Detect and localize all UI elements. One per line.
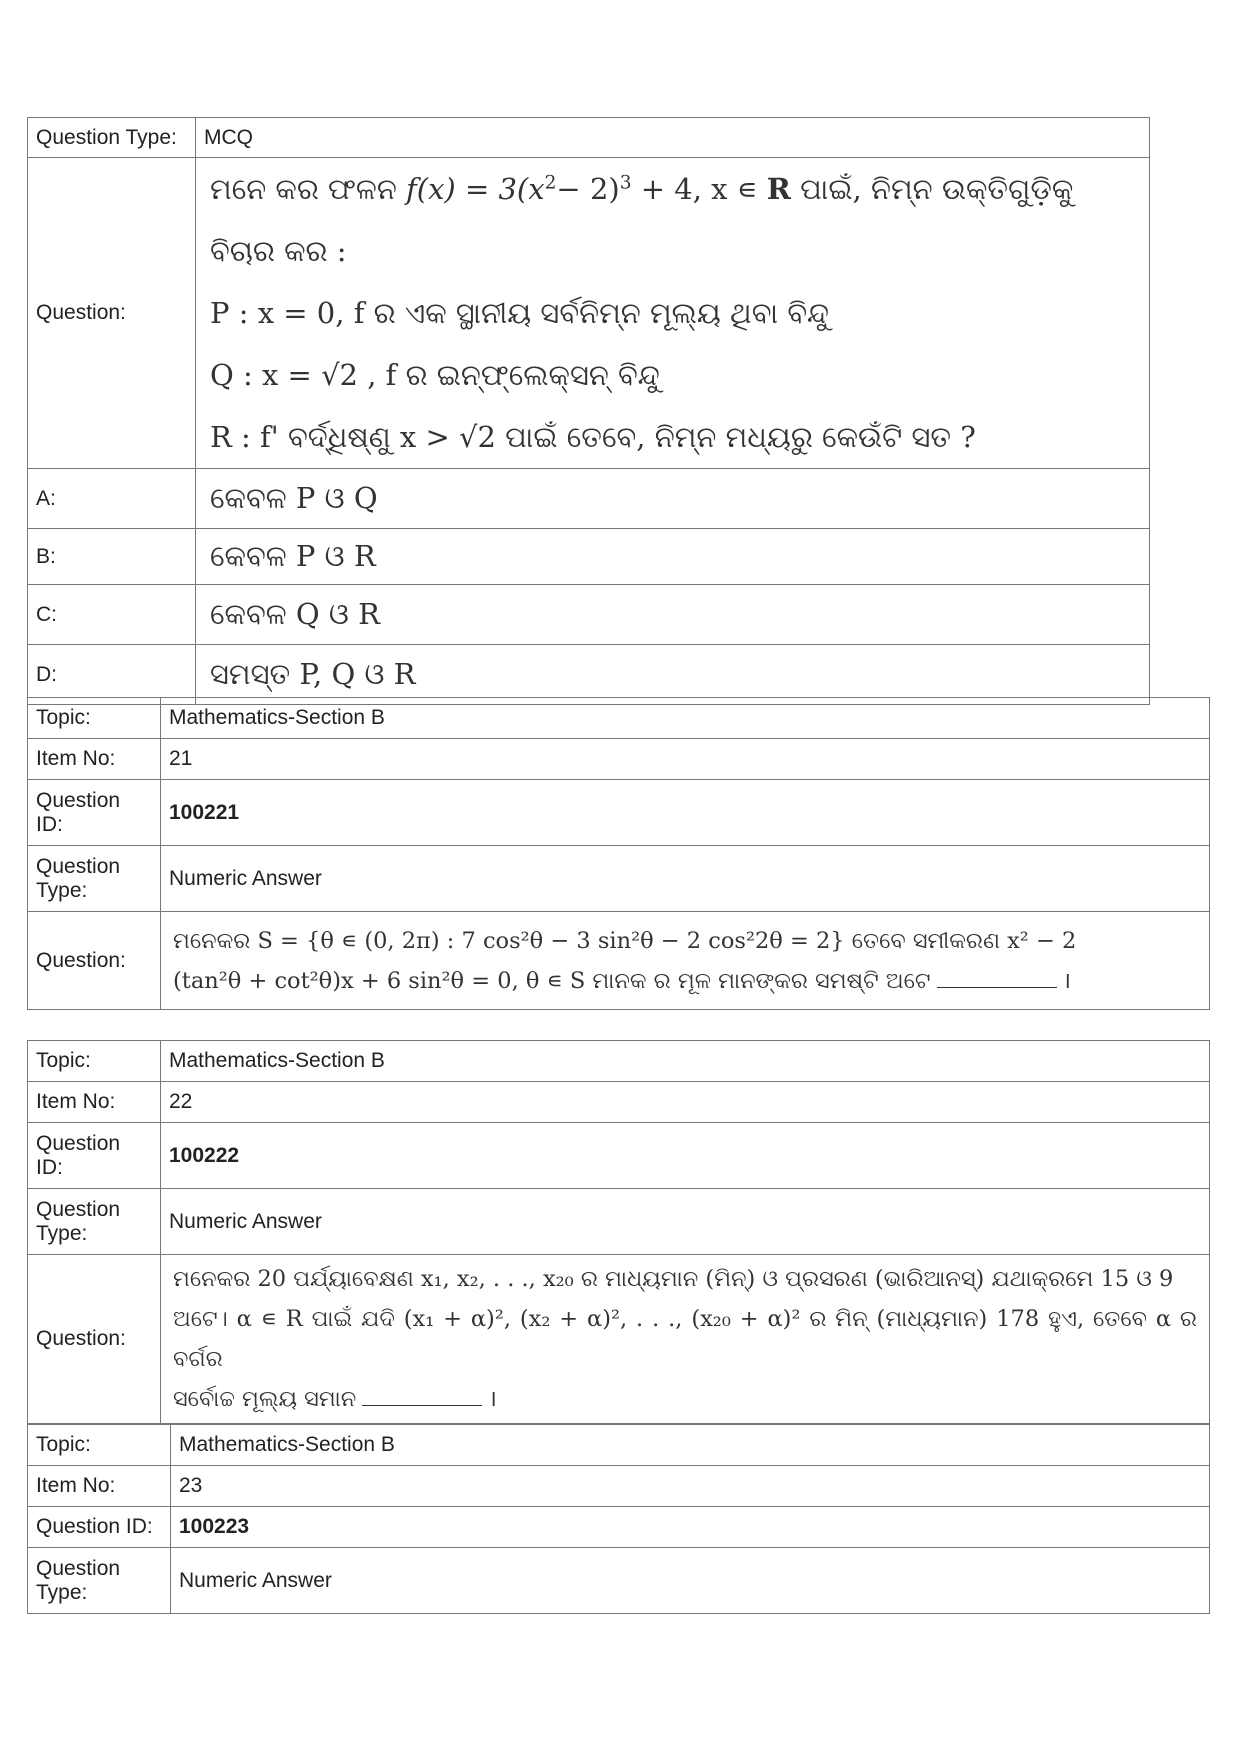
item-no-label: Item No: (28, 1466, 171, 1507)
topic-label: Topic: (28, 1425, 171, 1466)
question-type-value: MCQ (196, 118, 1150, 158)
question-21-table (27, 697, 1210, 1010)
topic-value: Mathematics-Section B (161, 1041, 1210, 1082)
option-c-label: C: (28, 585, 196, 645)
question-23-table (27, 1424, 1210, 1614)
question-type-value: Numeric Answer (161, 1189, 1210, 1255)
item-no-label: Item No: (28, 739, 161, 780)
answer-blank (937, 986, 1057, 988)
option-c-text: କେବଳ Q ଓ R (196, 585, 1150, 645)
topic-label: Topic: (28, 1041, 161, 1082)
question-type-label: Question Type: (28, 118, 196, 158)
question-id-value: 100221 (161, 780, 1210, 846)
question-id-label: Question ID: (28, 780, 161, 846)
statement-q: Q : x = √2 , f ର ଇନ୍‌ଫ୍ଲେକ୍ସନ୍ ବିନ୍ଦୁ (210, 358, 660, 392)
question-type-label: Question Type: (28, 1548, 171, 1614)
question-label: Question: (28, 912, 161, 1010)
option-d-text: ସମସ୍ତ P, Q ଓ R (196, 645, 1150, 705)
topic-label: Topic: (28, 698, 161, 739)
question-type-value: Numeric Answer (171, 1548, 1210, 1614)
question-line-3: ସର୍ବୋଚ୍ଚ ମୂଲ୍ୟ ସମାନ । (173, 1386, 497, 1412)
item-no-value: 23 (171, 1466, 1210, 1507)
option-a-label: A: (28, 469, 196, 529)
item-no-label: Item No: (28, 1082, 161, 1123)
question-line-2: ଅଟେ। α ∊ R ପାଇଁ ଯଦି (x₁ + α)², (x₂ + α)², . . ., (x₂₀ + α)² ର ମିନ୍ (ମାଧ୍ୟମାନ) 178 ହୁଏ, ତେବେ α ର ବର୍ଗର (173, 1306, 1197, 1372)
question-body (161, 1255, 1210, 1424)
topic-value: Mathematics-Section B (161, 698, 1210, 739)
question-22-table (27, 1040, 1210, 1424)
item-no-value: 21 (161, 739, 1210, 780)
question-id-value: 100222 (161, 1123, 1210, 1189)
option-a-text: କେବଳ P ଓ Q (196, 469, 1150, 529)
question-label: Question: (28, 158, 196, 469)
item-no-value: 22 (161, 1082, 1210, 1123)
question-line-1: ମନେକର 20 ପର୍ଯ୍ୟାବେକ୍ଷଣ x₁, x₂, . . ., x₂₀ ର ମାଧ୍ୟମାନ (ମିନ୍) ଓ ପ୍ରସରଣ (ଭାରିଆନସ୍) ଯଥାକ୍ରମେ 15 ଓ 9 (173, 1266, 1174, 1292)
statement-p: P : x = 0, f ର ଏକ ସ୍ଥାନୀୟ ସର୍ବନିମ୍ନ ମୂଲ୍ୟ ଥିବା ବିନ୍ଦୁ (210, 296, 829, 330)
question-id-value: 100223 (171, 1507, 1210, 1548)
option-d-label: D: (28, 645, 196, 705)
question-body (161, 912, 1210, 1010)
question-body (196, 158, 1150, 469)
statement-r: R : f' ବର୍ଦ୍ଧିଷ୍ଣୁ x > √2 ପାଇଁ ତେବେ, ନିମ୍ନ ମଧ୍ୟରୁ କେଉଁଟି ସତ ? (210, 420, 976, 454)
question-type-label: Question Type: (28, 846, 161, 912)
question-id-label: Question ID: (28, 1123, 161, 1189)
question-line-1: ମନେ କର ଫଳନ $f(x) = 3(x^2- 2)^3 + 4$, x ∊ R ପାଇଁ, ନିମ୍ନ ଉକ୍ତିଗୁଡ଼ିକୁ ବିଚାର କର : (210, 172, 1074, 268)
option-b-label: B: (28, 529, 196, 585)
question-type-label: Question Type: (28, 1189, 161, 1255)
option-b-text: କେବଳ P ଓ R (196, 529, 1150, 585)
topic-value: Mathematics-Section B (171, 1425, 1210, 1466)
question-label: Question: (28, 1255, 161, 1424)
question-line-1: ମନେକର S = {θ ∊ (0, 2π) : 7 cos²θ − 3 sin²θ − 2 cos²2θ = 2} ତେବେ ସମୀକରଣ x² − 2 (173, 927, 1077, 954)
mcq-question-table (27, 117, 1150, 705)
question-id-label: Question ID: (28, 1507, 171, 1548)
answer-blank (362, 1404, 482, 1406)
question-line-2: (tan²θ + cot²θ)x + 6 sin²θ = 0, θ ∊ S ମାନକ ର ମୂଳ ମାନଙ୍କର ସମଷ୍ଟି ଅଟେ । (173, 967, 1072, 994)
question-type-value: Numeric Answer (161, 846, 1210, 912)
